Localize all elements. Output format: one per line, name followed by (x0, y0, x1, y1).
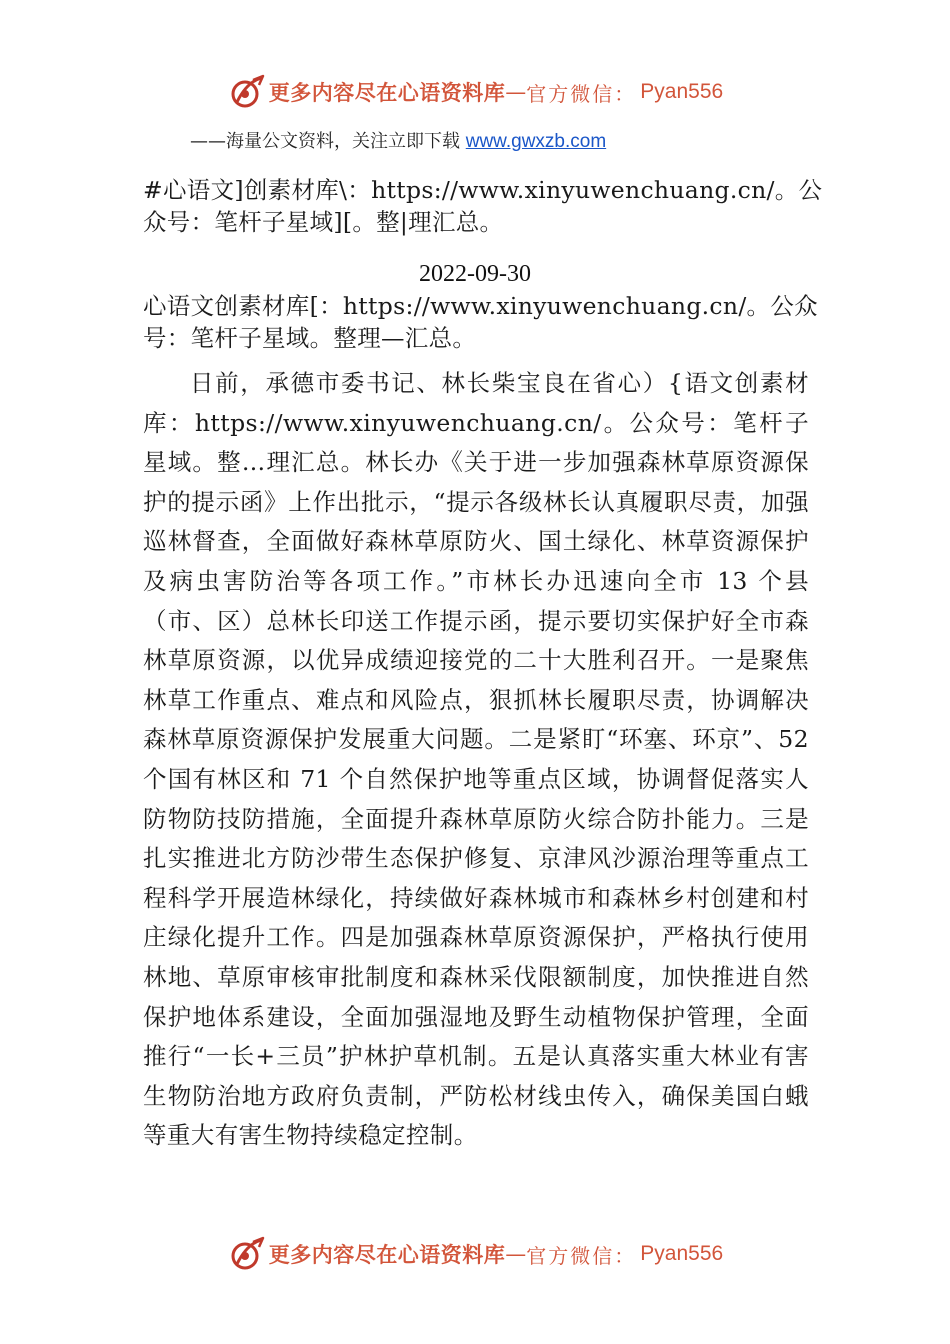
header-banner (0, 70, 950, 114)
logo-icon (227, 72, 267, 112)
banner-wechat-id: Pyan556 (640, 80, 724, 103)
banner-dash: — (505, 1242, 527, 1266)
logo-icon (227, 1234, 267, 1274)
banner-title: 更多内容尽在心语资料库 (268, 1243, 506, 1267)
banner-title: 更多内容尽在心语资料库 (268, 81, 506, 105)
promo-text: ——海量公文资料，关注立即下载 (190, 131, 466, 152)
promo-line (190, 127, 606, 153)
article-date: 2022-09-30 (419, 261, 531, 287)
article-body: 日前，承德市委书记、林长柴宝良在省心）{语文创素材库：https://www.xinyuwenchuang.cn/。公众号：笔杆子星域。整…理汇总。林长办《关于进一步加强森林草原资源保护的提示函》上作出批示，“提示各级林长认真履职尽责，加强巡林督查，全面做好森林草原防火、国土绿化、林草资源保护及病虫害防治等各项工作。”市林长办迅速向全市 13 个县（市、区）总林长印送工作提示函，提示要切实保护好全市森林草原资源，以优异成绩迎接党的二十大胜利召开。一是聚焦林草工作重点、难点和风险点，狠抓林长履职尽责，协调解决森林草原资源保护发展重大问题。二是紧盯“环塞、环京”、52 个国有林区和 71 个自然保护地等重点区域，协调督促落实人防物防技防措施，全面提升森林草原防火综合防扑能力。三是扎实推进北方防沙带生态保护修复、京津风沙源治理等重点工程科学开展造林绿化，持续做好森林城市和森林乡村创建和村庄绿化提升工作。四是加强森林草原资源保护，严格执行使用林地、草原审核审批制度和森林采伐限额制度，加快推进自然保护地体系建设，全面加强湿地及野生动植物保护管理，全面推行“一长+三员”护林护草机制。五是认真落实重大林业有害生物防治地方政府负责制，严防松材线虫传入，确保美国白蛾等重大有害生物持续稳定控制。 (143, 369, 809, 1150)
source-note-1: #心语文]创素材库\：https://www.xinyuwenchuang.cn/。公众号：笔杆子星域][。整|理汇总。 (143, 176, 823, 236)
banner-wechat-label: 官方微信： (526, 1243, 637, 1268)
footer-banner (0, 1232, 950, 1276)
banner-dash: — (505, 80, 527, 104)
banner-wechat-id: Pyan556 (640, 1242, 724, 1265)
promo-link[interactable]: www.gwxzb.com (465, 131, 607, 152)
source-note-2: 心语文创素材库[：https://www.xinyuwenchuang.cn/。公众号：笔杆子星域。整理—汇总。 (143, 292, 818, 352)
banner-wechat-label: 官方微信： (526, 81, 637, 106)
